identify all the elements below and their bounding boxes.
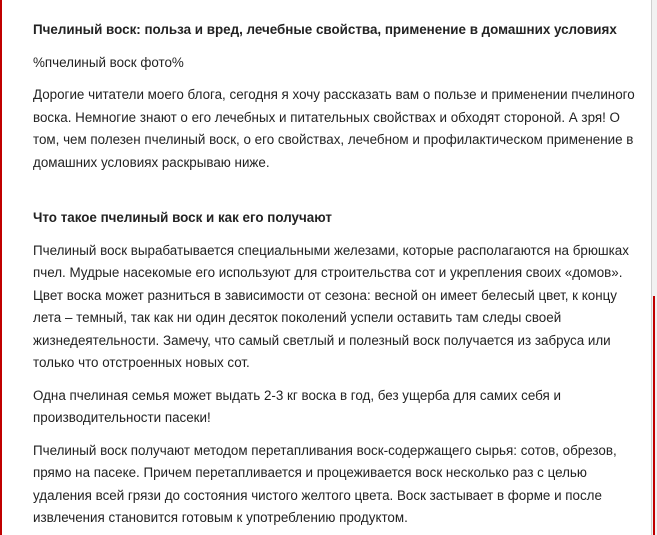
section-heading: Что такое пчелиный воск и как его получают <box>33 210 332 225</box>
method-paragraph: Пчелиный воск получают методом перетапливания воск-содержащего сырья: сотов, обрезов, прямо на пасеке. Причем перетапливается и процеживается воск несколько раз с целью удаления всей грязи до состояния чистого желтого цвета. Воск застывает в форме и после извлечения становится готовым к употреблению продуктом. <box>33 442 617 525</box>
document-body <box>33 0 645 530</box>
yield-paragraph: Одна пчелиная семья может выдать 2-3 кг воска в год, без ущерба для самих себя и производительности пасеки! <box>33 387 561 425</box>
document-title: Пчелиный воск: польза и вред, лечебные свойства, применение в домашних условиях <box>33 22 617 37</box>
left-border <box>0 0 2 535</box>
intro-paragraph: Дорогие читатели моего блога, сегодня я хочу рассказать вам о пользе и применении пчелиного воска. Немногие знают о его лечебных и питательных свойствах и обходят стороной. А зря! О том, чем полезен пчелиный воск, о его свойствах, лечебном и профилактическом применение в домашних условиях раскрываю ниже. <box>33 87 635 170</box>
origin-paragraph: Пчелиный воск вырабатывается специальными железами, которые располагаются на брюшках пчел. Мудрые насекомые его используют для строительства сот и укрепления своих «домов». Цвет воска может разниться в зависимости от сезона: весной он имеет белесый цвет, к концу лета – темный, так как ни один десяток поколений успели оставить там следы своей жизнедеятельности. Замечу, что самый светлый и полезный воск получается из забруса или только что отстроенных новых сот. <box>33 242 629 370</box>
right-border-accent <box>653 296 655 535</box>
photo-placeholder: %пчелиный воск фото% <box>33 54 184 70</box>
